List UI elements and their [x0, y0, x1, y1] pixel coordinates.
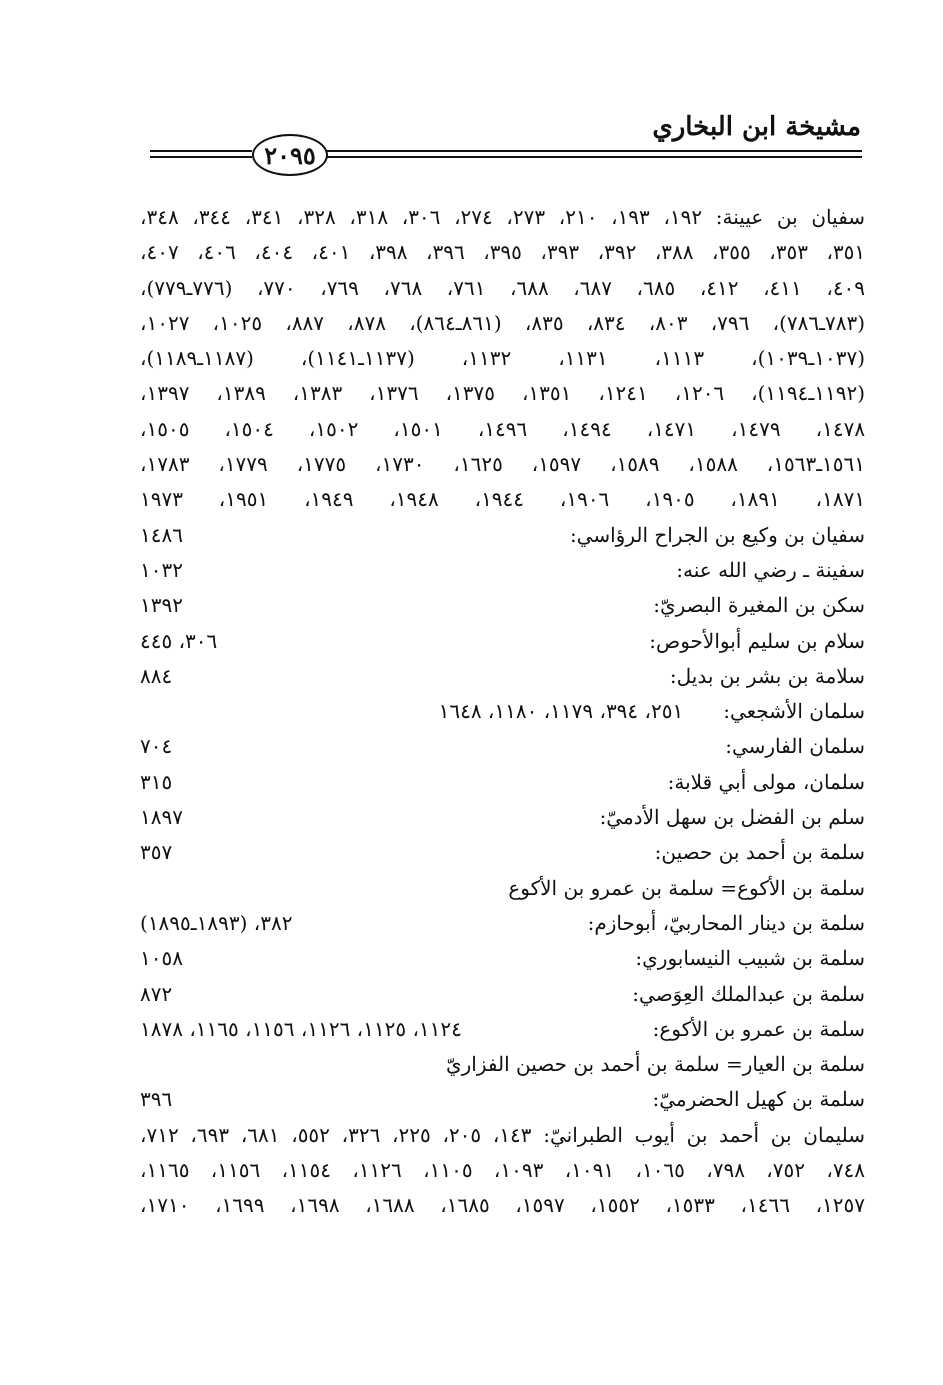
entry-pages: ٣٨٢، (١٨٩٣ـ١٨٩٥): [140, 910, 293, 935]
index-entry: [140, 729, 865, 764]
cross-reference: سلمة بن الأكوع= سلمة بن عمرو بن الأكوع: [508, 875, 865, 900]
index-line: سفيان بن عيينة: ١٩٢، ١٩٣، ٢١٠، ٢٧٣، ٢٧٤، ٣٠٦، ٣١٨، ٣٢٨، ٣٤١، ٣٤٤، ٣٤٨،: [140, 205, 865, 229]
cross-reference: سلمة بن العيار= سلمة بن أحمد بن حصين الفزاريّ: [445, 1052, 865, 1077]
index-line: (١٠٣٧ـ١٠٣٩)، ١١١٣، ١١٣١، ١١٣٢، (١١٣٧ـ١١٤١)، (١١٨٧ـ١١٨٩)،: [140, 346, 865, 371]
entry-pages: ٣٩٦: [140, 1087, 173, 1112]
entry-name: سلامة بن بشر بن بديل:: [669, 663, 865, 688]
index-line: (٧٨٣ـ٧٨٦)، ٧٩٦، ٨٠٣، ٨٣٤، ٨٣٥، (٨٦١ـ٨٦٤)، ٨٧٨، ٨٨٧، ١٠٢٥، ١٠٢٧،: [140, 310, 865, 335]
entry-pages: ٣٥٧: [140, 840, 173, 865]
index-entry: [140, 1082, 865, 1117]
entry-name: سلام بن سليم أبوالأحوص:: [649, 628, 865, 653]
index-entry: [140, 518, 865, 553]
index-entry: [140, 694, 865, 729]
header-rule-left-2: [150, 156, 252, 158]
entry-name: سفيان بن وكيع بن الجراح الرؤاسي:: [569, 522, 865, 547]
entry-pages: ١٨٩٧: [140, 805, 183, 830]
index-line: ١٨٧١، ١٨٩١، ١٩٠٥، ١٩٠٦، ١٩٤٤، ١٩٤٨، ١٩٤٩، ١٩٥١، ١٩٧٣: [140, 487, 866, 512]
index-line: (١١٩٢ـ١١٩٤)، ١٢٠٦، ١٢٤١، ١٣٥١، ١٣٧٥، ١٣٧٦، ١٣٨٣، ١٣٨٩، ١٣٩٧،: [140, 381, 865, 406]
entry-name: سلمة بن شبيب النيسابوري:: [635, 946, 865, 971]
entry-name: سلمان الفارسي:: [725, 734, 865, 759]
entry-name: سلمان، مولى أبي قلابة:: [667, 769, 865, 794]
index-entry: [140, 553, 865, 588]
entry-pages: ١١٢٤، ١١٢٥، ١١٢٦، ١١٥٦، ١١٦٥، ١٨٧٨: [140, 1016, 462, 1041]
entry-name: سلم بن الفضل بن سهل الأدميّ:: [599, 805, 865, 830]
index-line: ١٢٥٧، ١٤٦٦، ١٥٣٣، ١٥٥٢، ١٥٩٧، ١٦٨٥، ١٦٨٨، ١٦٩٨، ١٦٩٩، ١٧١٠،: [140, 1193, 865, 1218]
entry-name: سكن بن المغيرة البصريّ:: [653, 593, 865, 618]
index-entry: [140, 1012, 865, 1047]
index-entry: [140, 835, 865, 870]
entry-pages: ٨٨٤: [140, 663, 173, 688]
entry-name: سفينة ـ رضي الله عنه:: [676, 557, 865, 582]
entry-pages: ٢٥١، ٣٩٤، ١١٧٩، ١١٨٠، ١٦٤٨: [438, 699, 684, 724]
entry-name: سلمة بن دينار المحاربيّ، أبوحازم:: [587, 910, 865, 935]
entry-name: سلمة بن أحمد بن حصين:: [654, 840, 865, 865]
running-header-title: مشيخة ابن البخاري: [652, 112, 861, 142]
index-line: ٤٠٩، ٤١١، ٤١٢، ٦٨٥، ٦٨٧، ٦٨٨، ٧٦١، ٧٦٨، ٧٦٩، ٧٧٠، (٧٧٦ـ٧٧٩)،: [140, 275, 865, 300]
header-rule-right: [324, 150, 862, 152]
entry-name: سلمة بن عمرو بن الأكوع:: [652, 1016, 865, 1041]
index-line: ١٥٦١ـ١٥٦٣، ١٥٨٨، ١٥٨٩، ١٥٩٧، ١٦٢٥، ١٧٣٠، ١٧٧٥، ١٧٧٩، ١٧٨٣،: [140, 452, 865, 477]
header-rule-left: [150, 150, 252, 152]
page-number-badge: ٢٠٩٥: [252, 134, 328, 176]
index-entry: [140, 659, 865, 694]
index-line: سليمان بن أحمد بن أيوب الطبرانيّ: ١٤٣، ٢٠٥، ٢٢٥، ٣٢٦، ٥٥٢، ٦٨١، ٦٩٣، ٧١٢،: [140, 1122, 865, 1147]
entry-pages: ١٣٩٢: [140, 593, 183, 618]
entry-pages: ١٠٣٢: [140, 557, 183, 582]
entry-name: سلمان الأشجعي:: [723, 699, 865, 724]
entry-pages: ٧٠٤: [140, 734, 173, 759]
entry-pages: ١٤٨٦: [140, 522, 183, 547]
index-entry: [140, 588, 865, 623]
header-rule-right-2: [324, 156, 862, 158]
index-line: ١٤٧٨، ١٤٧٩، ١٤٧١، ١٤٩٤، ١٤٩٦، ١٥٠١، ١٥٠٢، ١٥٠٤، ١٥٠٥،: [140, 416, 865, 441]
index-entry: [140, 977, 865, 1012]
index-entry: [140, 765, 865, 800]
index-entry: [140, 624, 865, 659]
index-line: ٧٤٨، ٧٥٢، ٧٩٨، ١٠٦٥، ١٠٩١، ١٠٩٣، ١١٠٥، ١١٢٦، ١١٥٤، ١١٥٦، ١١٦٥،: [140, 1158, 865, 1183]
entry-name: سلمة بن عبدالملك العِوَصي:: [632, 981, 865, 1006]
index-entry: [140, 800, 865, 835]
entry-name: سلمة بن كهيل الحضرميّ:: [652, 1087, 865, 1112]
entry-pages: ١٠٥٨: [140, 946, 183, 971]
entry-pages: ٨٧٢: [140, 981, 173, 1006]
index-entry: [140, 906, 865, 941]
index-body: [140, 200, 865, 1224]
entry-pages: ٣٠٦، ٤٤٥: [140, 628, 218, 653]
index-entry: [140, 941, 865, 976]
index-line: ٣٥١، ٣٥٣، ٣٥٥، ٣٨٨، ٣٩٢، ٣٩٣، ٣٩٥، ٣٩٦، ٣٩٨، ٤٠١، ٤٠٤، ٤٠٦، ٤٠٧،: [140, 240, 865, 265]
entry-pages: ٣١٥: [140, 769, 173, 794]
